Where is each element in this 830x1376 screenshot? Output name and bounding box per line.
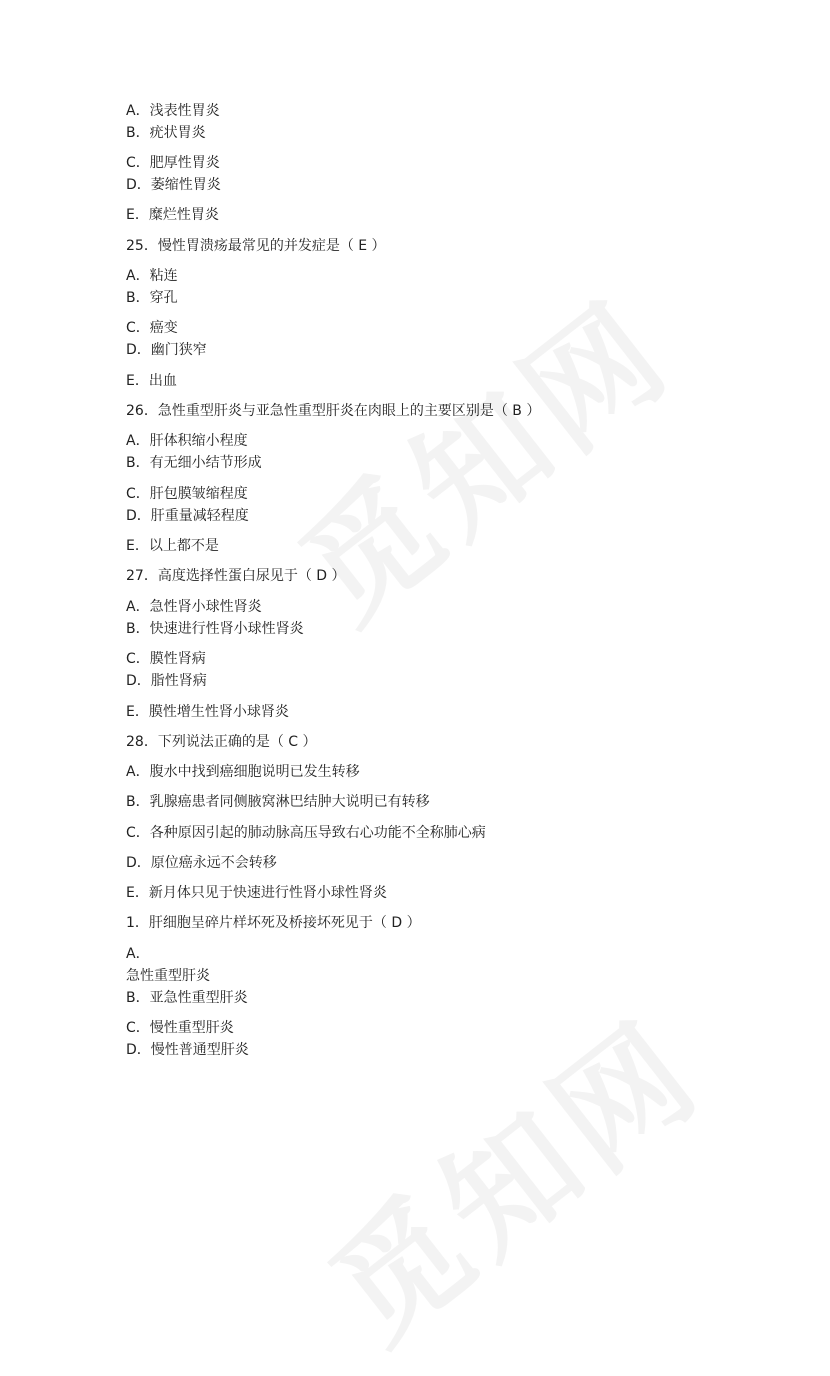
- question-line: 27．高度选择性蛋白尿见于（ D ）: [126, 568, 346, 584]
- option-line: D．慢性普通型肝炎: [126, 1042, 249, 1058]
- option-line: D．脂性肾病: [126, 673, 207, 689]
- option-line: E．以上都不是: [126, 538, 219, 554]
- option-line: A．腹水中找到癌细胞说明已发生转移: [126, 764, 360, 780]
- option-line: D．原位癌永远不会转移: [126, 855, 277, 871]
- option-line: A．浅表性胃炎: [126, 103, 220, 119]
- option-line: B．亚急性重型肝炎: [126, 990, 248, 1006]
- option-line: E．膜性增生性肾小球肾炎: [126, 704, 289, 720]
- option-line: A．粘连: [126, 268, 178, 284]
- option-line: 急性重型肝炎: [126, 968, 210, 984]
- option-line: B．有无细小结节形成: [126, 455, 262, 471]
- question-line: 26．急性重型肝炎与亚急性重型肝炎在肉眼上的主要区别是（ B ）: [126, 403, 541, 419]
- option-line: D．幽门狭窄: [126, 342, 207, 358]
- option-line: D．萎缩性胃炎: [126, 177, 221, 193]
- option-line: A．肝体积缩小程度: [126, 433, 248, 449]
- option-line: E．新月体只见于快速进行性肾小球性肾炎: [126, 885, 387, 901]
- option-line: B．乳腺癌患者同侧腋窝淋巴结肿大说明已有转移: [126, 794, 430, 810]
- question-line: 28．下列说法正确的是（ C ）: [126, 734, 317, 750]
- watermark: [257, 251, 703, 657]
- option-line: B．疣状胃炎: [126, 125, 206, 141]
- option-line: C．膜性肾病: [126, 651, 206, 667]
- option-line: B．快速进行性肾小球性肾炎: [126, 621, 304, 637]
- option-line: C．各种原因引起的肺动脉高压导致右心功能不全称肺心病: [126, 825, 486, 841]
- watermark: [287, 971, 733, 1376]
- option-line: B．穿孔: [126, 290, 178, 306]
- option-line: A．急性肾小球性肾炎: [126, 599, 262, 615]
- option-line: E．出血: [126, 373, 177, 389]
- option-line: A．: [126, 946, 150, 962]
- option-line: C．慢性重型肝炎: [126, 1020, 234, 1036]
- option-line: E．糜烂性胃炎: [126, 207, 219, 223]
- option-line: C．肥厚性胃炎: [126, 155, 220, 171]
- option-line: C．肝包膜皱缩程度: [126, 486, 248, 502]
- question-line: 1．肝细胞呈碎片样坏死及桥接坏死见于（ D ）: [126, 915, 421, 931]
- option-line: D．肝重量减轻程度: [126, 508, 249, 524]
- question-line: 25．慢性胃溃疡最常见的并发症是（ E ）: [126, 238, 386, 254]
- option-line: C．癌变: [126, 320, 178, 336]
